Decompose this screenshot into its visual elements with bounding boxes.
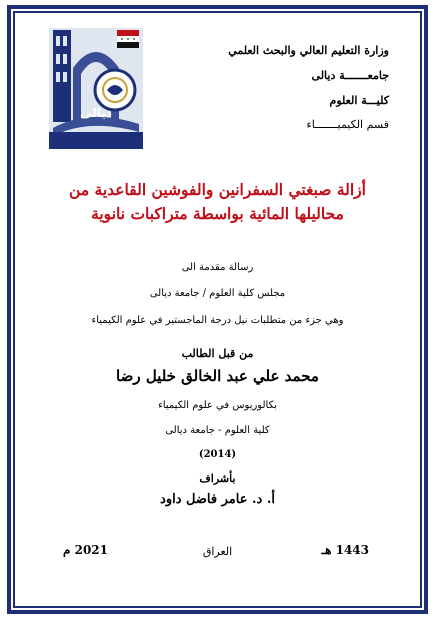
thesis-title-line-2: محاليلها المائية بواسطة متراكبات نانوية bbox=[91, 204, 344, 223]
hijri-year: 1443 هـ bbox=[321, 543, 369, 557]
thesis-title-line-1: أزالة صبغتي السفرانين والفوشين القاعدية من bbox=[69, 180, 366, 199]
student-degree: بكالوريوس في علوم الكيمياء bbox=[158, 400, 277, 411]
college-name: كليـــة العلوم bbox=[329, 94, 389, 107]
submission-line-3: وهي جزء من متطلبات نيل درجة الماجستير في علوم الكيمياء bbox=[91, 315, 344, 326]
ministry-name: وزارة التعليم العالي والبحث العلمي bbox=[228, 44, 389, 57]
student-college: كلية العلوم - جامعة ديالى bbox=[165, 425, 270, 436]
submission-line-1: رسالة مقدمة الى bbox=[181, 262, 254, 273]
student-label: من قبل الطالب bbox=[181, 347, 254, 360]
university-name: جامعـــــــة ديالى bbox=[311, 69, 389, 82]
university-logo bbox=[49, 28, 143, 149]
graduation-year: (2014) bbox=[198, 449, 237, 460]
supervisor-name: أ. د. عامر فاضل داود bbox=[160, 492, 275, 507]
supervision-label: بأشراف bbox=[199, 472, 236, 485]
gregorian-year: 2021 م bbox=[63, 543, 109, 557]
place-name: العراق bbox=[202, 545, 233, 558]
department-name: قسم الكيميـــــــاء bbox=[306, 118, 389, 131]
logo-text: ديالى bbox=[80, 106, 112, 120]
student-name: محمد علي عبد الخالق خليل رضا bbox=[116, 367, 319, 385]
submission-line-2: مجلس كلية العلوم / جامعة ديالى bbox=[149, 288, 286, 299]
